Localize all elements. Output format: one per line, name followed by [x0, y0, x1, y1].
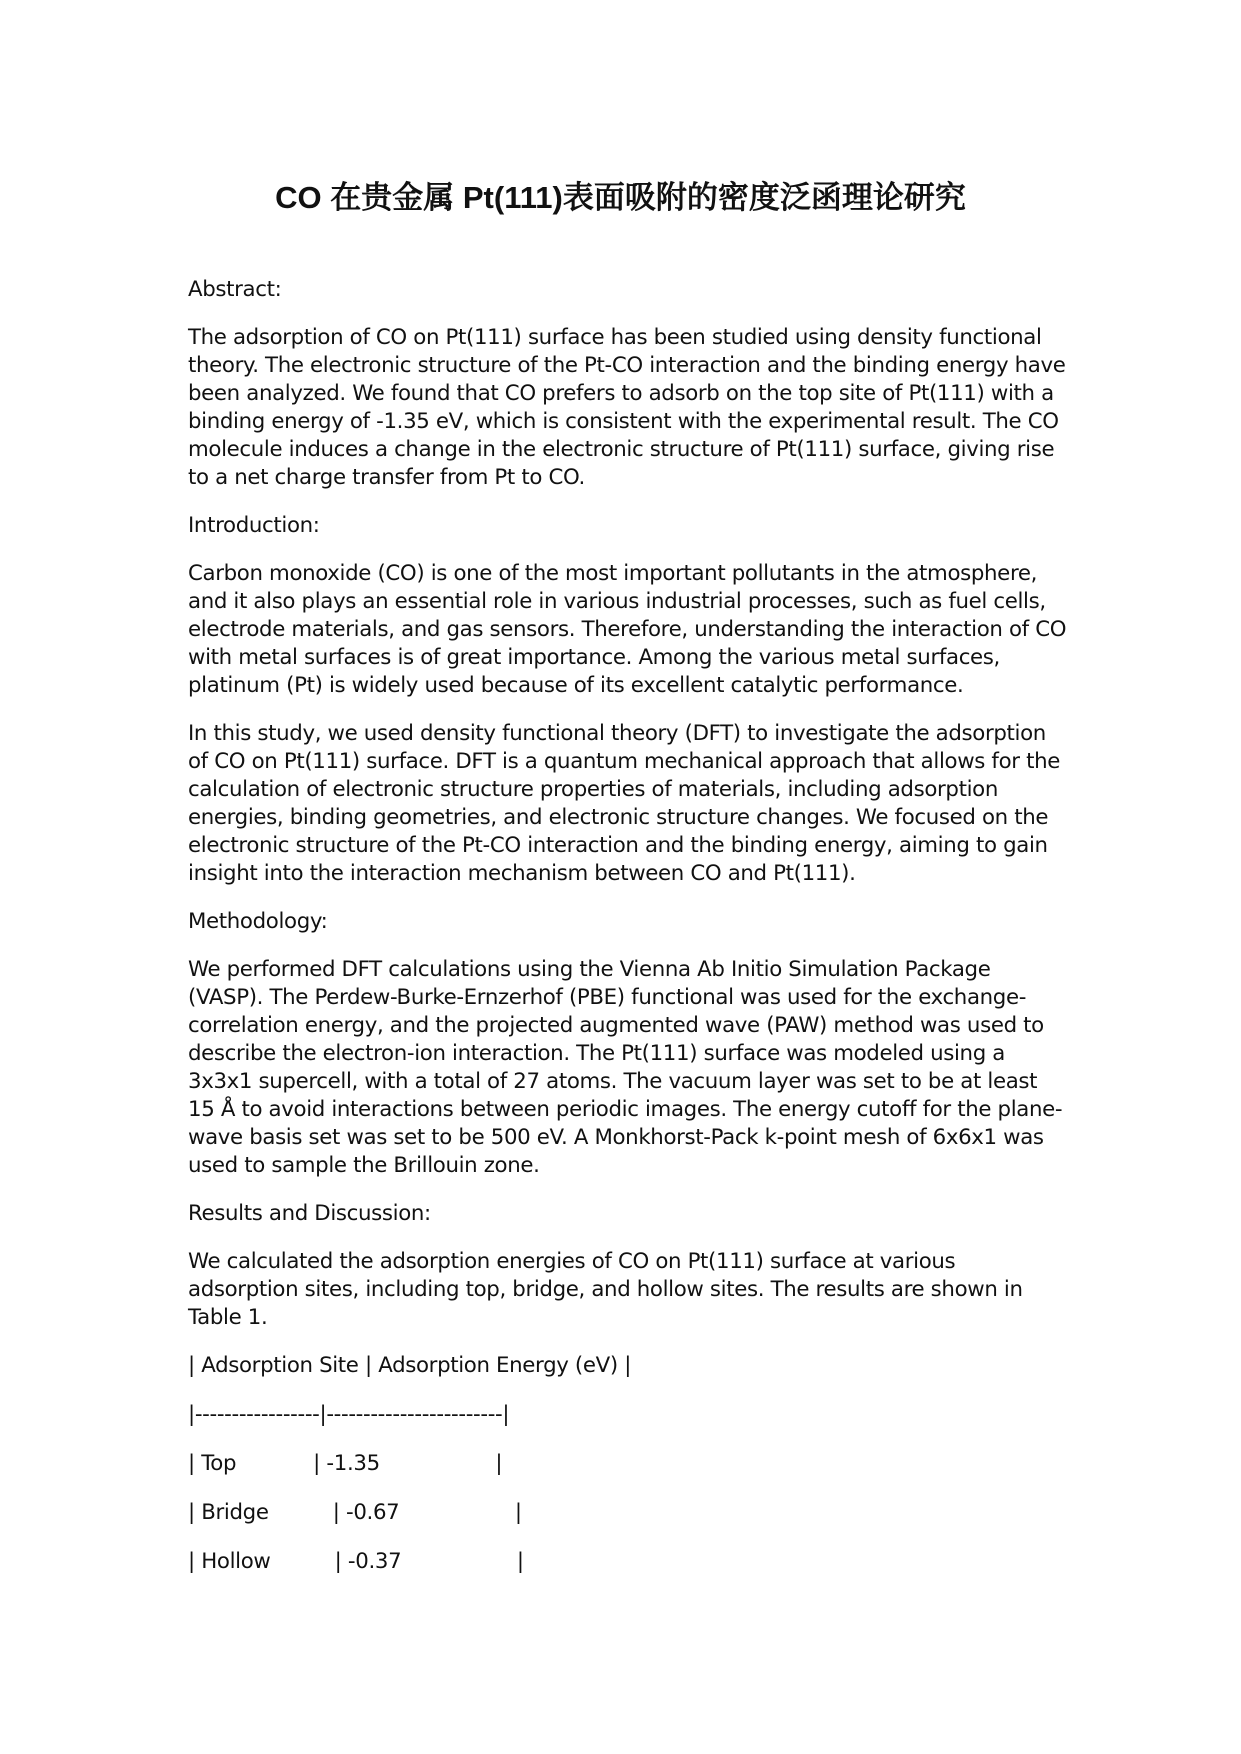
abstract-paragraph: The adsorption of CO on Pt(111) surface has been studied using density functional theory. The electronic structure of the Pt-CO interaction and the binding energy have been analyzed. We found that CO prefers to adsorb on the top site of Pt(111) with a binding energy of -1.35 eV, which is consistent with the experimental result. The CO molecule induces a change in the electronic structure of Pt(111) surface, giving rise to a net charge transfer from Pt to CO. — [188, 325, 1066, 490]
introduction-heading: Introduction: — [188, 513, 320, 538]
adsorption-table — [188, 1352, 1068, 1576]
results-heading: Results and Discussion: — [188, 1201, 431, 1226]
abstract-heading: Abstract: — [188, 277, 282, 302]
introduction-paragraph-1: Carbon monoxide (CO) is one of the most important pollutants in the atmosphere, and it also plays an essential role in various industrial processes, such as fuel cells, electrode materials, and gas sensors. Therefore, understanding the interaction of CO with metal surfaces is of great importance. Among the various metal surfaces, platinum (Pt) is widely used because of its excellent catalytic performance. — [188, 561, 1067, 698]
paper-body — [188, 276, 1068, 1597]
table-header-row: | Adsorption Site | Adsorption Energy (eV) | — [188, 1353, 632, 1378]
methodology-heading: Methodology: — [188, 909, 328, 934]
table-row-bridge: | Bridge | -0.67 | — [188, 1500, 522, 1525]
table-row-hollow: | Hollow | -0.37 | — [188, 1549, 524, 1574]
table-row-top: | Top | -1.35 | — [188, 1451, 503, 1476]
introduction-paragraph-2: In this study, we used density functional theory (DFT) to investigate the adsorption of CO on Pt(111) surface. DFT is a quantum mechanical approach that allows for the calculation of electronic structure properties of materials, including adsorption energies, binding geometries, and electronic structure changes. We focused on the electronic structure of the Pt-CO interaction and the binding energy, aiming to gain insight into the interaction mechanism between CO and Pt(111). — [188, 721, 1060, 886]
table-separator-row: |-----------------|------------------------| — [188, 1402, 510, 1427]
methodology-paragraph: We performed DFT calculations using the Vienna Ab Initio Simulation Package (VASP). The Perdew-Burke-Ernzerhof (PBE) functional was used for the exchange-correlation energy, and the projected augmented wave (PAW) method was used to describe the electron-ion interaction. The Pt(111) surface was modeled using a 3x3x1 supercell, with a total of 27 atoms. The vacuum layer was set to be at least 15 Å to avoid interactions between periodic images. The energy cutoff for the plane-wave basis set was set to be 500 eV. A Monkhorst-Pack k-point mesh of 6x6x1 was used to sample the Brillouin zone. — [188, 957, 1063, 1178]
paper-title: CO 在贵金属 Pt(111)表面吸附的密度泛函理论研究 — [275, 180, 966, 215]
results-paragraph: We calculated the adsorption energies of CO on Pt(111) surface at various adsorption sites, including top, bridge, and hollow sites. The results are shown in Table 1. — [188, 1249, 1023, 1330]
